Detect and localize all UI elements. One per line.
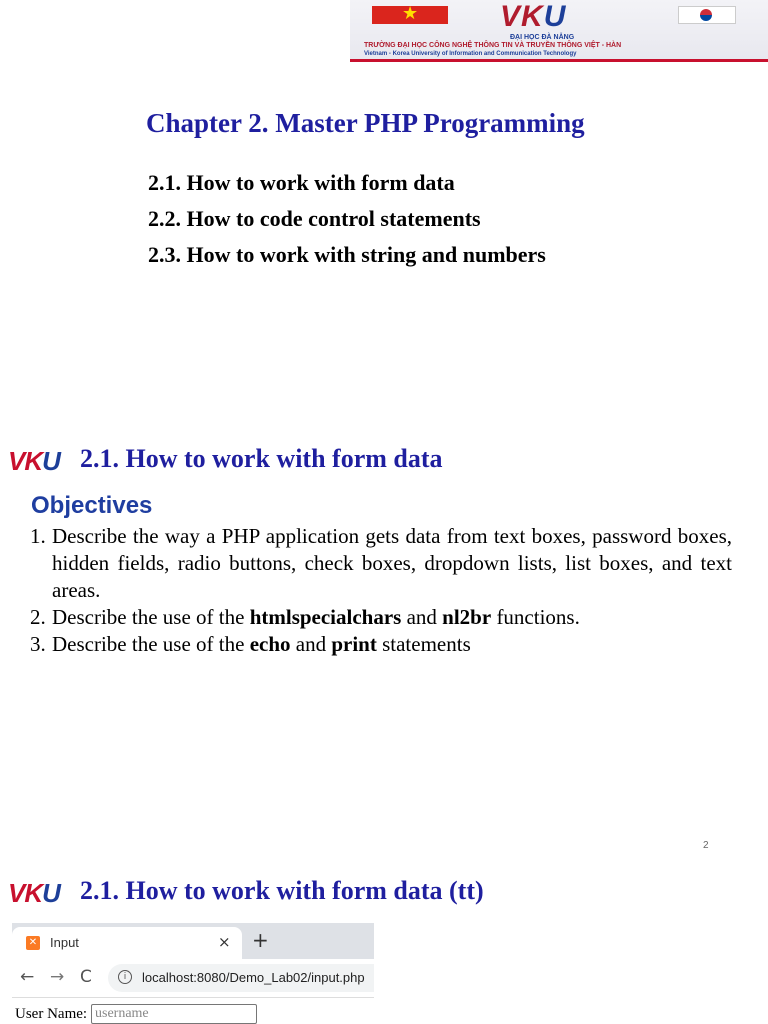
reload-icon[interactable]: C: [80, 967, 92, 987]
tab-title: Input: [50, 935, 79, 950]
toc-item: 2.3. How to work with string and numbers: [148, 242, 546, 267]
university-banner: [350, 0, 768, 62]
address-bar[interactable]: [108, 964, 374, 992]
section-title: 2.1. How to work with form data (tt): [80, 876, 484, 905]
username-label: User Name:: [15, 1006, 88, 1022]
username-input[interactable]: [91, 1004, 257, 1024]
vku-logo: VKU: [500, 0, 567, 33]
info-icon[interactable]: i: [118, 970, 132, 984]
url-text: localhost:8080/Demo_Lab02/input.php: [142, 970, 365, 985]
toc-item: 2.1. How to work with form data: [148, 170, 455, 195]
close-icon[interactable]: ×: [218, 933, 231, 951]
vku-logo: VKU: [8, 446, 60, 476]
objectives-list: [30, 523, 732, 658]
vku-logo: VKU: [8, 878, 60, 908]
objectives-heading: Objectives: [31, 492, 153, 519]
forward-icon[interactable]: →: [50, 967, 65, 987]
browser-tab[interactable]: [12, 927, 242, 959]
back-icon[interactable]: ←: [20, 967, 35, 987]
list-item: 1. Describe the way a PHP application gets data from text boxes, password boxes, hidden fields, radio buttons, check boxes, dropdown lists, list boxes, and text areas.: [30, 524, 732, 602]
toc-item: 2.2. How to code control statements: [148, 206, 481, 231]
section-title: 2.1. How to work with form data: [80, 444, 443, 473]
banner-line-2: TRƯỜNG ĐẠI HỌC CÔNG NGHỆ THÔNG TIN VÀ TRUYỀN THÔNG VIỆT - HÀN: [364, 42, 622, 49]
xampp-icon: ✕: [26, 936, 40, 950]
chapter-title: Chapter 2. Master PHP Programming: [146, 108, 585, 138]
banner-line-1: ĐẠI HỌC ĐÀ NẴNG: [510, 34, 575, 41]
page-number: 2: [703, 840, 709, 851]
tab-bar: [12, 923, 374, 959]
list-item: 3. Describe the use of the echo and print statements: [30, 632, 471, 656]
vietnam-flag-icon: ★: [372, 6, 448, 24]
new-tab-icon[interactable]: +: [252, 928, 269, 952]
navigation-bar: [12, 959, 374, 998]
list-item: 2. Describe the use of the htmlspecialchars and nl2br functions.: [30, 605, 580, 629]
korea-flag-icon: [678, 6, 736, 24]
banner-line-3: Vietnam - Korea University of Information and Communication Technology: [364, 51, 577, 57]
